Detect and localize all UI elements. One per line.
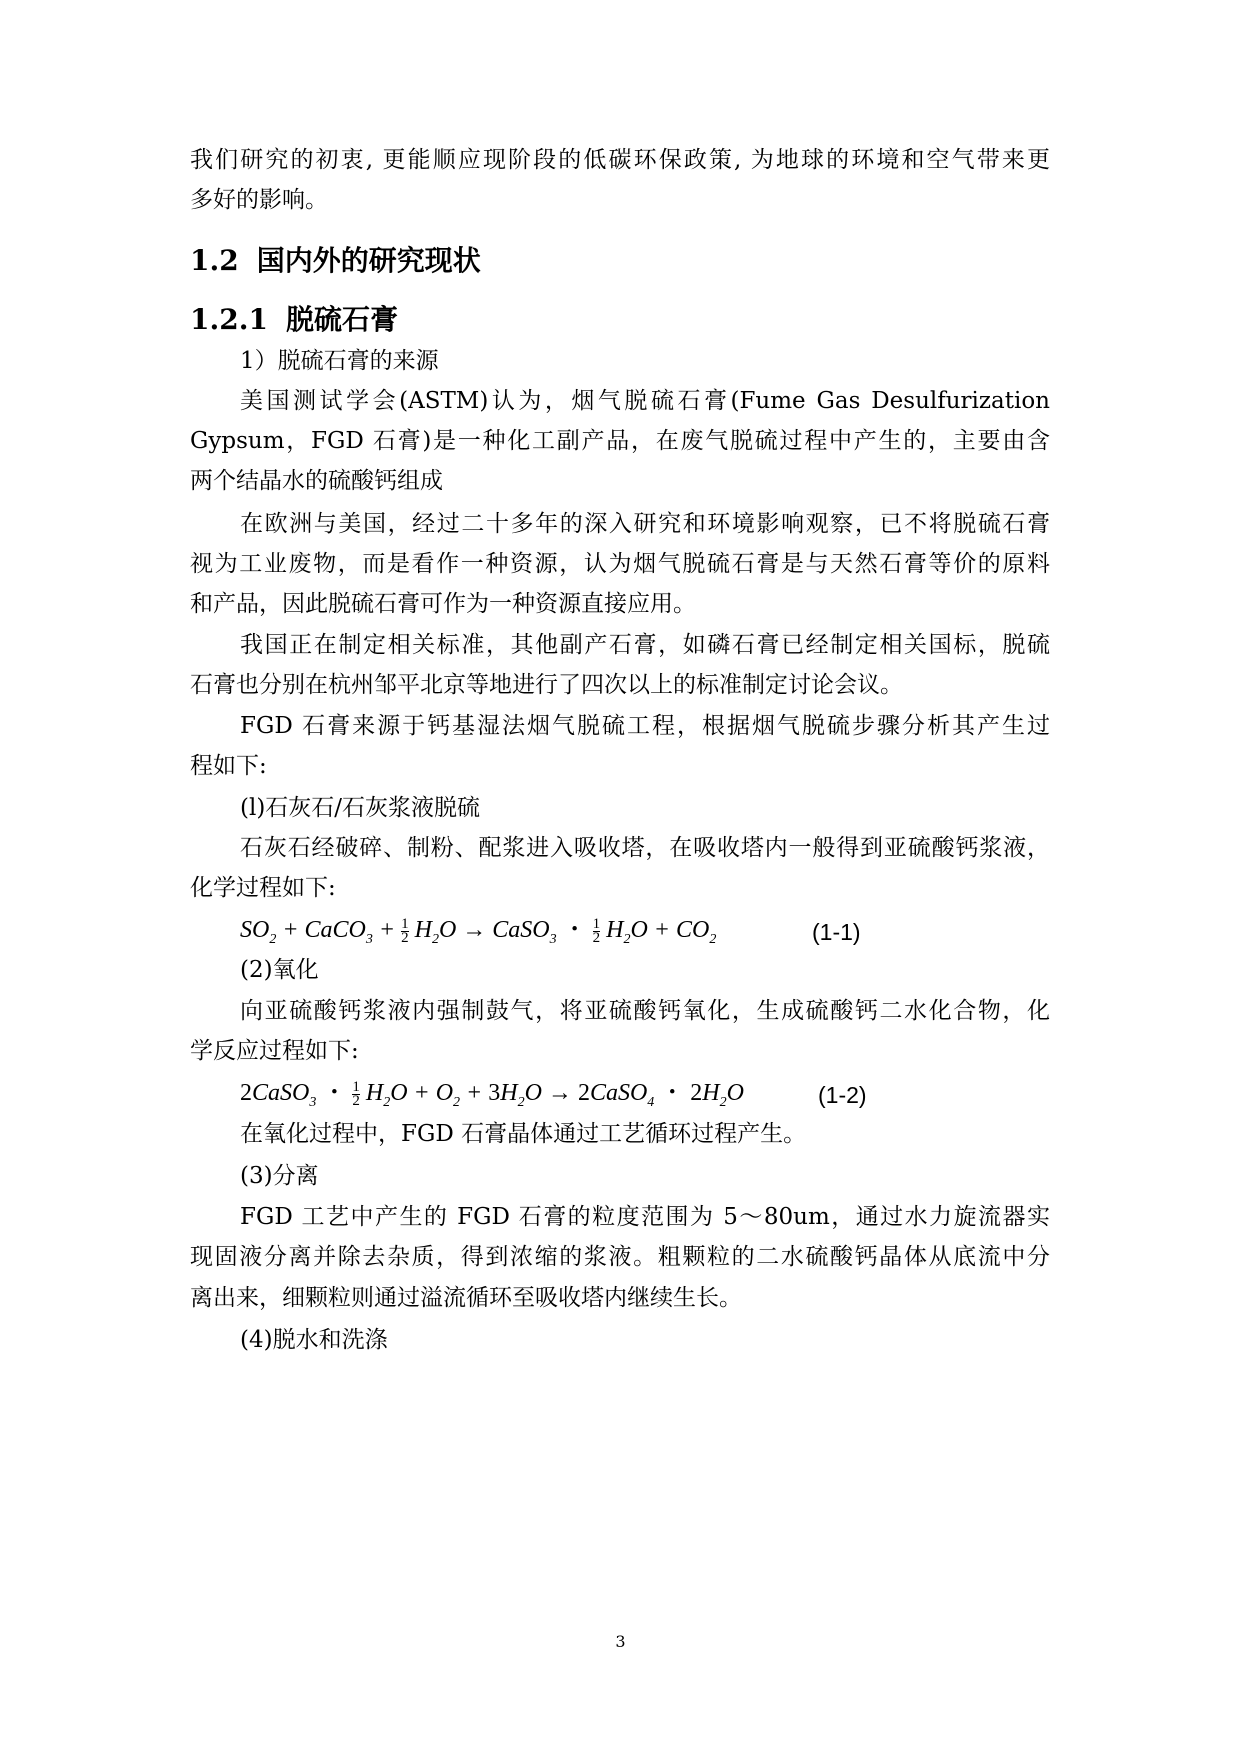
paragraph-line: 和产品，因此脱硫石膏可作为一种资源直接应用。 <box>190 591 696 617</box>
paragraph-line: 现固液分离并除去杂质，得到浓缩的浆液。粗颗粒的二水硫酸钙晶体从底流中分 <box>190 1244 1050 1270</box>
paragraph-line: 程如下: <box>190 753 267 779</box>
paragraph-line: 化学过程如下: <box>190 875 336 901</box>
paragraph-line: 视为工业废物，而是看作一种资源，认为烟气脱硫石膏是与天然石膏等价的原料 <box>190 551 1050 577</box>
step-heading: (l)石灰石/石灰浆液脱硫 <box>240 795 481 821</box>
paragraph-line: 学反应过程如下: <box>190 1038 359 1064</box>
section-title: 国内外的研究现状 <box>256 244 481 277</box>
paragraph-line: 在氧化过程中，FGD 石膏晶体通过工艺循环过程产生。 <box>240 1121 807 1147</box>
paragraph-line: Gypsum，FGD 石膏)是一种化工副产品，在废气脱硫过程中产生的，主要由含 <box>190 428 1050 454</box>
section-heading-1-2-1 <box>190 302 398 338</box>
step-heading: (2)氧化 <box>240 957 319 983</box>
paragraph-line: 在欧洲与美国，经过二十多年的深入研究和环境影响观察，已不将脱硫石膏 <box>240 511 1050 537</box>
intro-line-2: 多好的影响。 <box>190 187 328 213</box>
intro-line-1: 我们研究的初衷, 更能顺应现阶段的低碳环保政策, 为地球的环境和空气带来更 <box>190 147 1050 173</box>
step-heading: (3)分离 <box>240 1163 319 1189</box>
paragraph-line: FGD 石膏来源于钙基湿法烟气脱硫工程，根据烟气脱硫步骤分析其产生过 <box>240 713 1050 739</box>
subheading-source: 1）脱硫石膏的来源 <box>240 348 439 374</box>
paragraph-line: 石灰石经破碎、制粉、配浆进入吸收塔，在吸收塔内一般得到亚硫酸钙浆液， <box>240 835 1050 861</box>
paragraph-line: 离出来，细颗粒则通过溢流循环至吸收塔内继续生长。 <box>190 1285 742 1311</box>
step-heading: (4)脱水和洗涤 <box>240 1327 388 1353</box>
section-number: 1.2.1 <box>190 303 268 336</box>
paragraph-line: FGD 工艺中产生的 FGD 石膏的粒度范围为 5～80um，通过水力旋流器实 <box>240 1204 1050 1230</box>
equation-number: (1-1) <box>812 919 861 945</box>
section-number: 1.2 <box>190 244 239 277</box>
section-title: 脱硫石膏 <box>285 303 398 336</box>
page-number: 3 <box>615 1632 626 1651</box>
paragraph-line: 两个结晶水的硫酸钙组成 <box>190 468 443 494</box>
equation-1-2: 2CaSO$_3$ ・ $\frac{1}{2}$ $H_2O + O_2 + 3H_2O$ → 2CaSO$_4$ ・ $2H_2O$ <box>240 1078 744 1110</box>
paragraph-line: 石膏也分别在杭州邹平北京等地进行了四次以上的标准制定讨论会议。 <box>190 672 903 698</box>
equation-1-1: $SO_2$ + CaCO$_3$ + $\frac{1}{2}$ $H_2O$ → CaSO$_3$ ・ $\frac{1}{2}$ $H_2O + CO_2$ <box>240 915 717 947</box>
paragraph-line: 美国测试学会(ASTM)认为，烟气脱硫石膏(Fume Gas Desulfurization <box>240 388 1050 414</box>
paragraph-line: 向亚硫酸钙浆液内强制鼓气，将亚硫酸钙氧化，生成硫酸钙二水化合物，化 <box>240 998 1050 1024</box>
section-heading-1-2 <box>190 243 481 279</box>
equation-number: (1-2) <box>818 1082 867 1108</box>
paragraph-line: 我国正在制定相关标准，其他副产石膏，如磷石膏已经制定相关国标，脱硫 <box>240 632 1050 658</box>
